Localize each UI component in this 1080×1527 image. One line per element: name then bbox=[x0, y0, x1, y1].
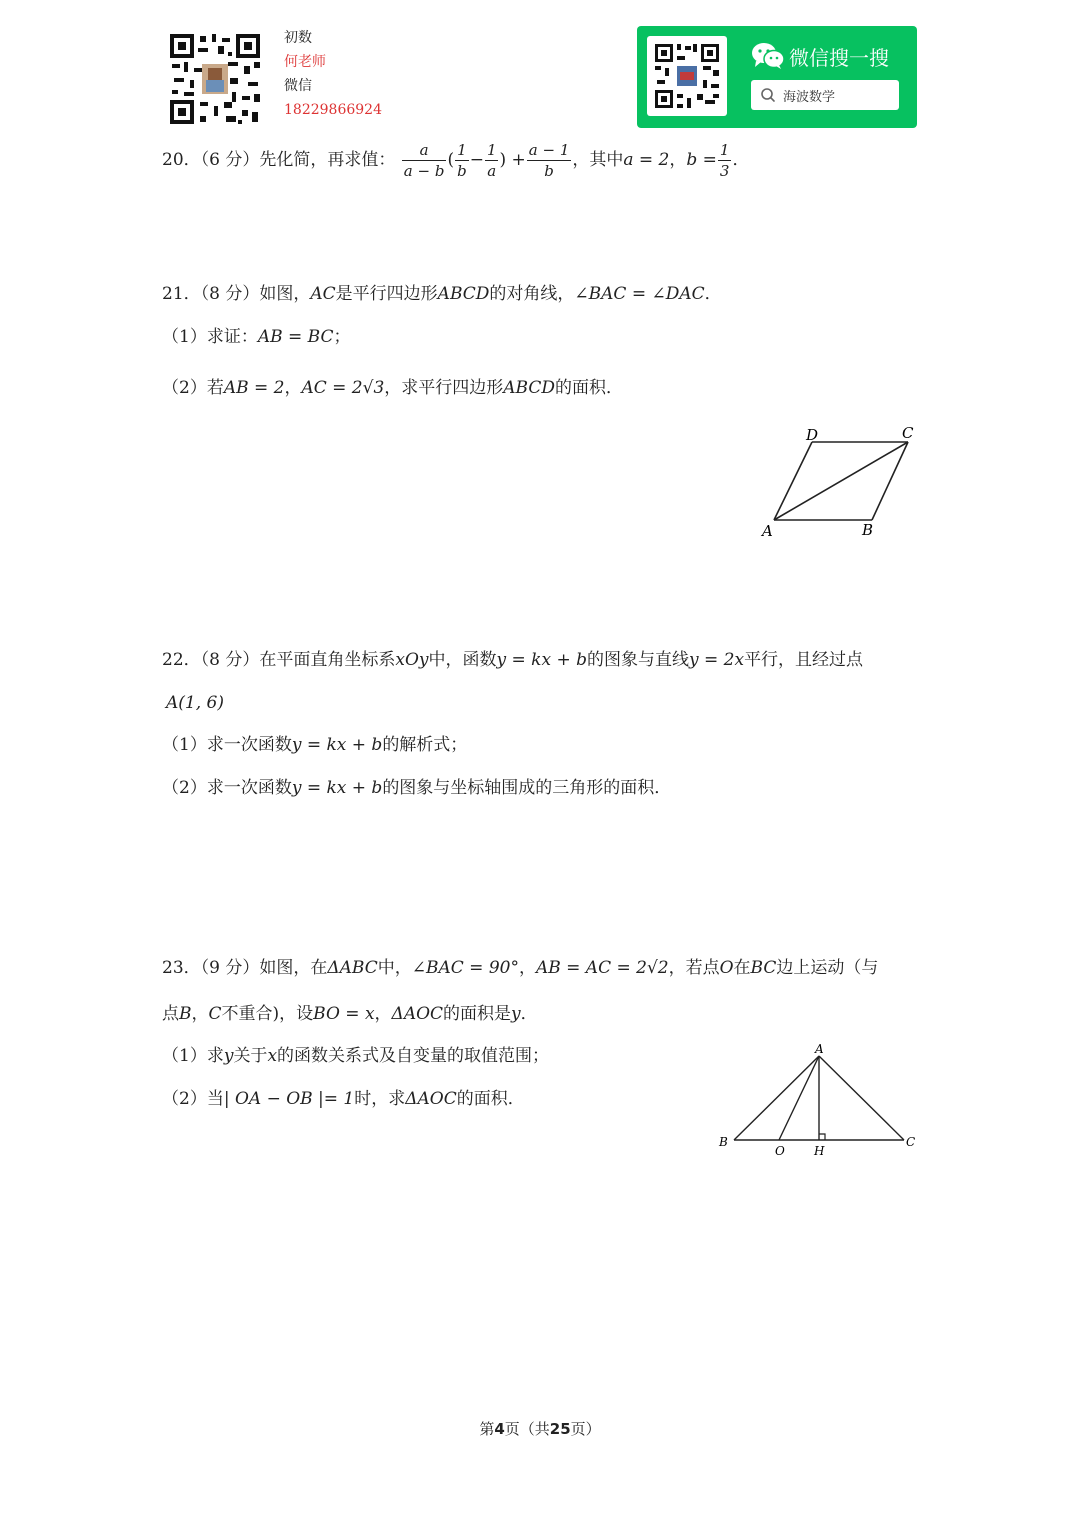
q23-p1-b: 的函数关系式及自变量的取值范围； bbox=[277, 1046, 550, 1066]
q20-a-value: a = 2 bbox=[623, 150, 670, 170]
q22-p1-label: （1）求一次函数 bbox=[162, 735, 292, 755]
wechat-search-box[interactable] bbox=[751, 80, 899, 110]
q22-p1-end: 的解析式； bbox=[382, 735, 468, 755]
q22-text-a: 在平面直角坐标系 bbox=[259, 650, 396, 670]
q22-p2-function: y = kx + b bbox=[291, 778, 383, 798]
q23-p1-label: （1）求 bbox=[162, 1046, 224, 1066]
q23-l2-c: 的面积是 bbox=[443, 1004, 512, 1024]
q21-angle: ∠BAC = ∠DAC bbox=[574, 284, 705, 304]
q22-p2-end: 的图象与坐标轴围成的三角形的面积． bbox=[382, 778, 672, 798]
teacher-name: 何老师 bbox=[284, 54, 326, 70]
q20-frac2-den: b bbox=[457, 162, 467, 180]
label-H: H bbox=[814, 1144, 825, 1158]
q21-abcd: ABCD bbox=[437, 284, 490, 304]
question-22-part1 bbox=[162, 733, 467, 757]
q21-p2-label: （2）若 bbox=[162, 378, 224, 398]
search-icon bbox=[760, 87, 776, 103]
q23-comma: ， bbox=[518, 958, 536, 978]
question-21-part2 bbox=[162, 376, 623, 400]
q21-p2-ab: AB = 2 bbox=[223, 378, 285, 398]
q20-comma: ， bbox=[669, 150, 687, 170]
q23-p1-a: 关于 bbox=[233, 1046, 268, 1066]
q22-xoy: xOy bbox=[395, 650, 429, 670]
q23-point-b: B bbox=[179, 1004, 192, 1024]
question-22-part2 bbox=[162, 776, 671, 800]
footer-total-pages: 25 bbox=[549, 1420, 571, 1438]
edge-AC bbox=[819, 1056, 904, 1140]
q22-text-c: 的图象与直线 bbox=[587, 650, 689, 670]
q22-text-d: 平行，且经过点 bbox=[744, 650, 864, 670]
q22-line: y = 2x bbox=[689, 650, 745, 670]
question-23-part2 bbox=[162, 1087, 525, 1111]
footer-pre: 第 bbox=[479, 1420, 495, 1438]
q23-l2-a: 点 bbox=[162, 1004, 179, 1024]
q21-p1-math: AB = BC bbox=[257, 327, 334, 347]
q21-ac: AC bbox=[310, 284, 336, 304]
wechat-label: 微信 bbox=[284, 78, 312, 94]
q20-minus: − bbox=[469, 150, 484, 170]
q22-function: y = kx + b bbox=[496, 650, 587, 670]
q23-bo: BO = x bbox=[313, 1004, 375, 1024]
q23-l2-comma2: ， bbox=[374, 1004, 392, 1024]
q21-p2-abcd: ABCD bbox=[503, 378, 556, 398]
q20-frac5-num: 1 bbox=[719, 141, 730, 159]
wechat-logo-icon bbox=[751, 42, 785, 70]
question-22-line2 bbox=[166, 691, 224, 715]
q23-l2-comma: ， bbox=[191, 1004, 209, 1024]
q22-p1-function: y = kx + b bbox=[291, 735, 383, 755]
q23-triangle-figure bbox=[712, 1040, 926, 1162]
q22-p2-label: （2）求一次函数 bbox=[162, 778, 292, 798]
footer-mid: 页（共 bbox=[504, 1420, 550, 1438]
q21-parallelogram-figure bbox=[756, 424, 926, 542]
q23-p2-a: 时，求 bbox=[354, 1089, 406, 1109]
q21-p1-label: （1）求证： bbox=[162, 327, 258, 347]
q22-number: 22． bbox=[162, 650, 201, 670]
q20-b-eq: b = bbox=[686, 150, 717, 170]
q22-text-b: 中，函数 bbox=[428, 650, 497, 670]
question-23-part1 bbox=[162, 1044, 549, 1068]
q23-p2-abs: | OA − OB |= 1 bbox=[223, 1089, 355, 1109]
q21-text-b: 是平行四边形 bbox=[335, 284, 438, 304]
edge-AB bbox=[734, 1056, 819, 1140]
q21-p2-text: ，求平行四边形 bbox=[384, 378, 504, 398]
q23-point-c: C bbox=[208, 1004, 222, 1024]
segment-AO bbox=[779, 1056, 819, 1140]
q21-p2-end: 的面积． bbox=[555, 378, 624, 398]
q21-end: ． bbox=[704, 284, 722, 304]
q23-point-o: O bbox=[719, 958, 734, 978]
phone-number: 18229866924 bbox=[284, 102, 382, 118]
q20-frac2-num: 1 bbox=[455, 140, 469, 161]
q21-p1-end: ； bbox=[333, 327, 351, 347]
q20-fraction-5 bbox=[718, 140, 732, 181]
q20-where: ，其中 bbox=[572, 150, 624, 170]
label-O: O bbox=[775, 1144, 785, 1158]
question-20 bbox=[162, 136, 749, 184]
label-A: A bbox=[815, 1042, 824, 1056]
q20-paren-close: ) + bbox=[499, 150, 526, 170]
q21-p2-ac: AC = 2√3 bbox=[301, 378, 385, 398]
q23-text-a: 如图，在 bbox=[259, 958, 328, 978]
diagonal-AC bbox=[774, 442, 908, 520]
q20-frac1-num: a bbox=[402, 140, 447, 161]
q21-text-c: 的对角线， bbox=[489, 284, 575, 304]
question-21-line1 bbox=[162, 282, 722, 306]
q23-p2-triangle: ΔAOC bbox=[405, 1089, 457, 1109]
q23-triangle: ΔABC bbox=[327, 958, 378, 978]
q23-triangle-aoc: ΔAOC bbox=[391, 1004, 444, 1024]
label-C: C bbox=[902, 424, 914, 442]
q23-angle: ∠BAC = 90° bbox=[411, 958, 519, 978]
q20-frac1-den: a − b bbox=[403, 162, 445, 180]
question-23-line2 bbox=[162, 1002, 538, 1026]
contact-label: 初数 bbox=[284, 30, 312, 46]
q23-l2-end: ． bbox=[520, 1004, 538, 1024]
q20-fraction-2 bbox=[455, 140, 469, 181]
q20-frac4-num: a − 1 bbox=[528, 141, 570, 159]
q23-p1-x: x bbox=[267, 1046, 278, 1066]
q20-number: 20． bbox=[162, 150, 201, 170]
wechat-search-text: 海波数学 bbox=[783, 90, 836, 105]
q21-text-a: 如图， bbox=[259, 284, 311, 304]
q23-y: y bbox=[511, 1004, 521, 1024]
question-22-line1 bbox=[162, 648, 863, 672]
q23-number: 23． bbox=[162, 958, 201, 978]
q23-bc: BC bbox=[750, 958, 777, 978]
right-angle-mark bbox=[819, 1134, 825, 1140]
q20-fraction-3 bbox=[485, 140, 499, 181]
q23-equal-sides: AB = AC = 2√2 bbox=[535, 958, 669, 978]
q23-l2-b: 不重合)，设 bbox=[221, 1004, 314, 1024]
wechat-qr-code bbox=[647, 36, 727, 116]
q20-period: ． bbox=[732, 150, 750, 170]
q23-p2-end: 的面积． bbox=[456, 1089, 525, 1109]
q22-score: （8 分） bbox=[200, 650, 260, 670]
qr-code-left bbox=[168, 32, 262, 126]
page-footer bbox=[0, 1418, 1080, 1439]
label-B: B bbox=[719, 1135, 728, 1149]
qr-code-left-pattern bbox=[168, 32, 262, 126]
q21-p2-comma: ， bbox=[284, 378, 302, 398]
q23-text-b: 中， bbox=[377, 958, 412, 978]
q20-frac3-num: 1 bbox=[486, 141, 497, 159]
q23-text-c: ，若点 bbox=[668, 958, 720, 978]
footer-page-number: 4 bbox=[494, 1420, 505, 1438]
q20-frac5-den: 3 bbox=[719, 162, 730, 180]
q20-fraction-4 bbox=[527, 140, 572, 181]
label-C: C bbox=[906, 1135, 916, 1149]
wechat-search-title: 微信搜一搜 bbox=[789, 46, 889, 70]
q20-text: 先化简，再求值： bbox=[259, 150, 396, 170]
q23-p1-y: y bbox=[223, 1046, 234, 1066]
label-D: D bbox=[806, 426, 819, 444]
wechat-search-banner[interactable] bbox=[637, 26, 917, 128]
footer-post: 页） bbox=[570, 1420, 601, 1438]
q23-p2-label: （2）当 bbox=[162, 1089, 224, 1109]
q20-fraction-1 bbox=[402, 140, 447, 181]
q23-text-d: 在 bbox=[733, 958, 751, 978]
q23-score: （9 分） bbox=[200, 958, 260, 978]
wechat-qr-pattern bbox=[647, 36, 727, 116]
edge-BC bbox=[872, 442, 908, 520]
q20-frac3-den: a bbox=[487, 162, 497, 180]
q20-frac4-den: b bbox=[544, 162, 554, 180]
q21-number: 21． bbox=[162, 284, 201, 304]
label-A: A bbox=[762, 522, 773, 540]
q21-score: （8 分） bbox=[200, 284, 260, 304]
question-23-line1 bbox=[162, 956, 878, 980]
question-21-part1 bbox=[162, 325, 350, 349]
label-B: B bbox=[862, 521, 874, 539]
q23-text-e: 边上运动（与 bbox=[776, 958, 879, 978]
q20-paren-open: ( bbox=[447, 150, 455, 170]
q22-point: A(1, 6) bbox=[166, 693, 224, 713]
q20-score: （6 分） bbox=[200, 150, 260, 170]
